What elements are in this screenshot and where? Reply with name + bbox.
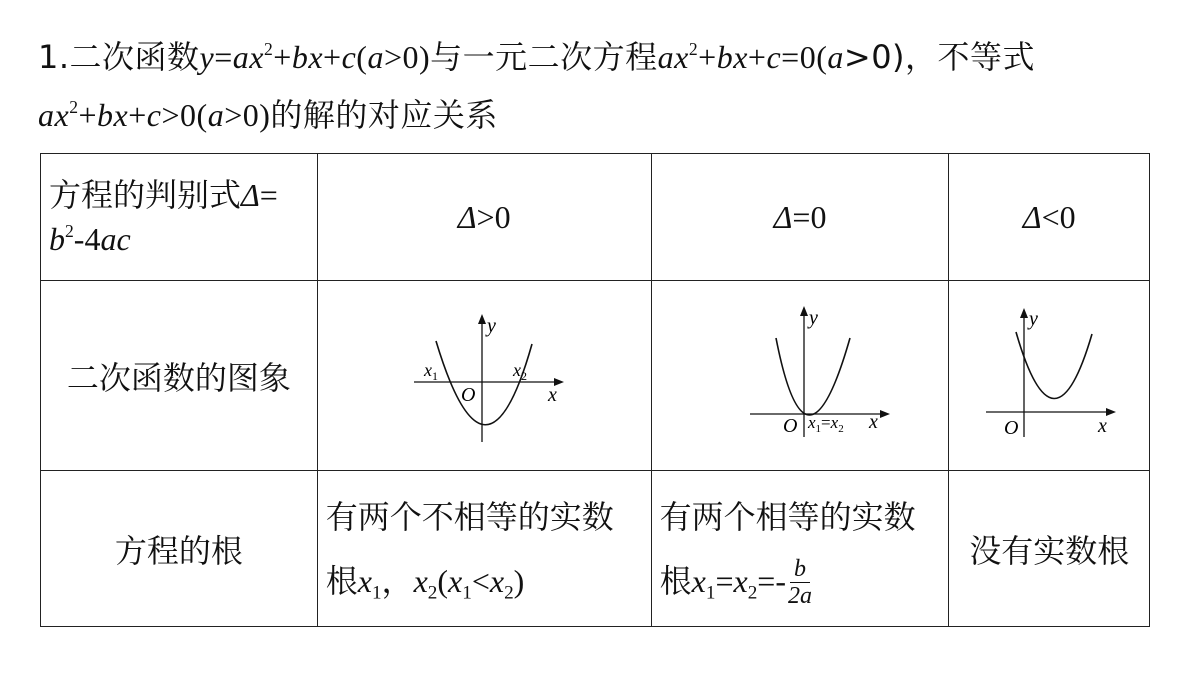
double-root-label: $x_1=x_2$ [808,412,844,435]
op-eq: = [715,562,734,599]
delta-symbol: Δ [1022,199,1042,235]
root-word: 根 [325,561,358,600]
cell-graph-no-root [949,281,1150,471]
table-row-roots [41,471,1150,627]
intro-tail: >0)，不等式 [843,38,1036,76]
parabola-one-root-graph [700,292,900,452]
minus-four: -4 [73,221,101,257]
term-bx: bx [291,39,324,75]
cell-graph-one-root [651,281,949,471]
subscript-1: 1 [462,582,472,604]
no-real-roots-text: 没有实数根 [969,531,1130,570]
cell-equal-roots [651,471,949,627]
term-ax: ax [38,97,70,133]
parabola-curve [1016,332,1092,399]
axis-label-x: x [1098,414,1108,437]
cell-two-distinct-roots [317,471,651,627]
var-a: a [207,97,225,133]
delta-negative: <0 [1041,199,1076,235]
cell-delta-negative [949,154,1150,281]
subscript-2: 2 [427,582,438,604]
exp-2: 2 [69,96,79,117]
relation-table [40,153,1150,627]
cell-delta-positive [317,154,651,281]
term-bx: bx [716,39,748,75]
eq-zero: =0( [781,39,828,75]
term-ax: ax [232,39,264,75]
delta-symbol: Δ [241,177,260,213]
intro-suffix: 的解的对应关系 [270,96,498,134]
var-a: a [367,39,384,75]
parabola-curve [776,338,850,415]
var-x: x [413,562,428,599]
paren-open: ( [437,562,449,599]
op-eq: = [214,39,233,75]
var-x: x [357,562,372,599]
x-axis-arrow [880,410,890,418]
op-plus: + [78,97,98,133]
cell-delta-zero [651,154,949,281]
var-x: x [691,562,706,599]
term-ac: ac [100,221,131,257]
cell-graph-label [41,281,318,471]
y-axis-arrow [478,314,486,324]
axis-label-x: x [869,410,878,433]
axis-label-y: y [487,314,497,337]
delta-symbol: Δ [457,199,477,235]
intro-prefix: 1.二次函数 [38,38,200,76]
term-bx: bx [97,97,129,133]
intro-paragraph [38,28,1168,144]
root-label-x1: $x_1$ [424,359,439,383]
op-eq: = [259,177,278,213]
term-c: c [146,97,162,133]
fraction-numerator: b [790,556,810,583]
paren-close: ) [513,562,525,599]
op-plus: + [128,97,147,133]
var-a: a [827,39,844,75]
intro-line-1 [38,28,1168,86]
fraction-b-over-2a [788,556,812,609]
var-x: x [448,562,463,599]
parabola-no-root-graph [964,292,1134,452]
cell-roots-label [41,471,318,627]
root-word: 根 [659,561,692,600]
term-c: c [766,39,782,75]
parabola-two-roots-graph [384,292,584,452]
origin-label: O [1004,416,1019,439]
op-plus: + [747,39,767,75]
parabola-curve [436,341,532,425]
discriminant-label: 方程的判别式 [49,176,242,214]
subscript-2: 2 [747,582,758,604]
op-plus: + [273,39,292,75]
equal-roots-text: 有两个相等的实数 [659,497,916,536]
var-b: b [49,221,65,257]
var-x: x [489,562,505,599]
axis-label-x: x [548,383,558,406]
x-axis-arrow [1106,408,1116,416]
op-plus: + [698,39,717,75]
paren-open: ( [356,39,368,75]
op-eq-neg: =- [757,562,786,599]
axis-label-y: y [809,306,818,329]
op-lt: < [471,562,490,599]
exp-2: 2 [688,38,699,59]
origin-label: O [461,383,476,406]
term-ax: ax [657,39,689,75]
intro-line-2 [38,86,1168,144]
exp-2: 2 [65,220,74,241]
separator: ， [381,561,414,600]
axis-label-y: y [1029,307,1039,330]
subscript-2: 2 [504,582,514,604]
table-row-graph [41,281,1150,471]
origin-label: O [783,414,798,437]
gt-zero: >0( [161,97,208,133]
intro-mid: 与一元二次方程 [430,38,658,76]
y-axis-arrow [1020,308,1028,318]
cell-discriminant-label [41,154,318,281]
term-c: c [341,39,357,75]
roots-row-label: 方程的根 [114,531,243,570]
two-distinct-roots-text: 有两个不相等的实数 [325,497,614,536]
delta-zero: =0 [792,199,827,235]
y-axis-arrow [800,306,808,316]
cell-no-real-roots [949,471,1150,627]
subscript-1: 1 [371,582,382,604]
root-label-x2: $x_2$ [513,359,528,383]
delta-symbol: Δ [773,199,793,235]
gt-zero: >0) [383,39,431,75]
delta-positive: >0 [476,199,511,235]
cell-graph-two-roots [317,281,651,471]
exp-2: 2 [264,38,274,59]
var-y: y [199,39,215,75]
op-plus: + [323,39,342,75]
fraction-denominator: 2a [787,583,812,609]
graph-row-label: 二次函数的图象 [66,358,291,397]
gt-zero: >0) [224,97,271,133]
table-row-discriminant [41,154,1150,281]
subscript-1: 1 [705,582,716,604]
var-x: x [733,562,748,599]
